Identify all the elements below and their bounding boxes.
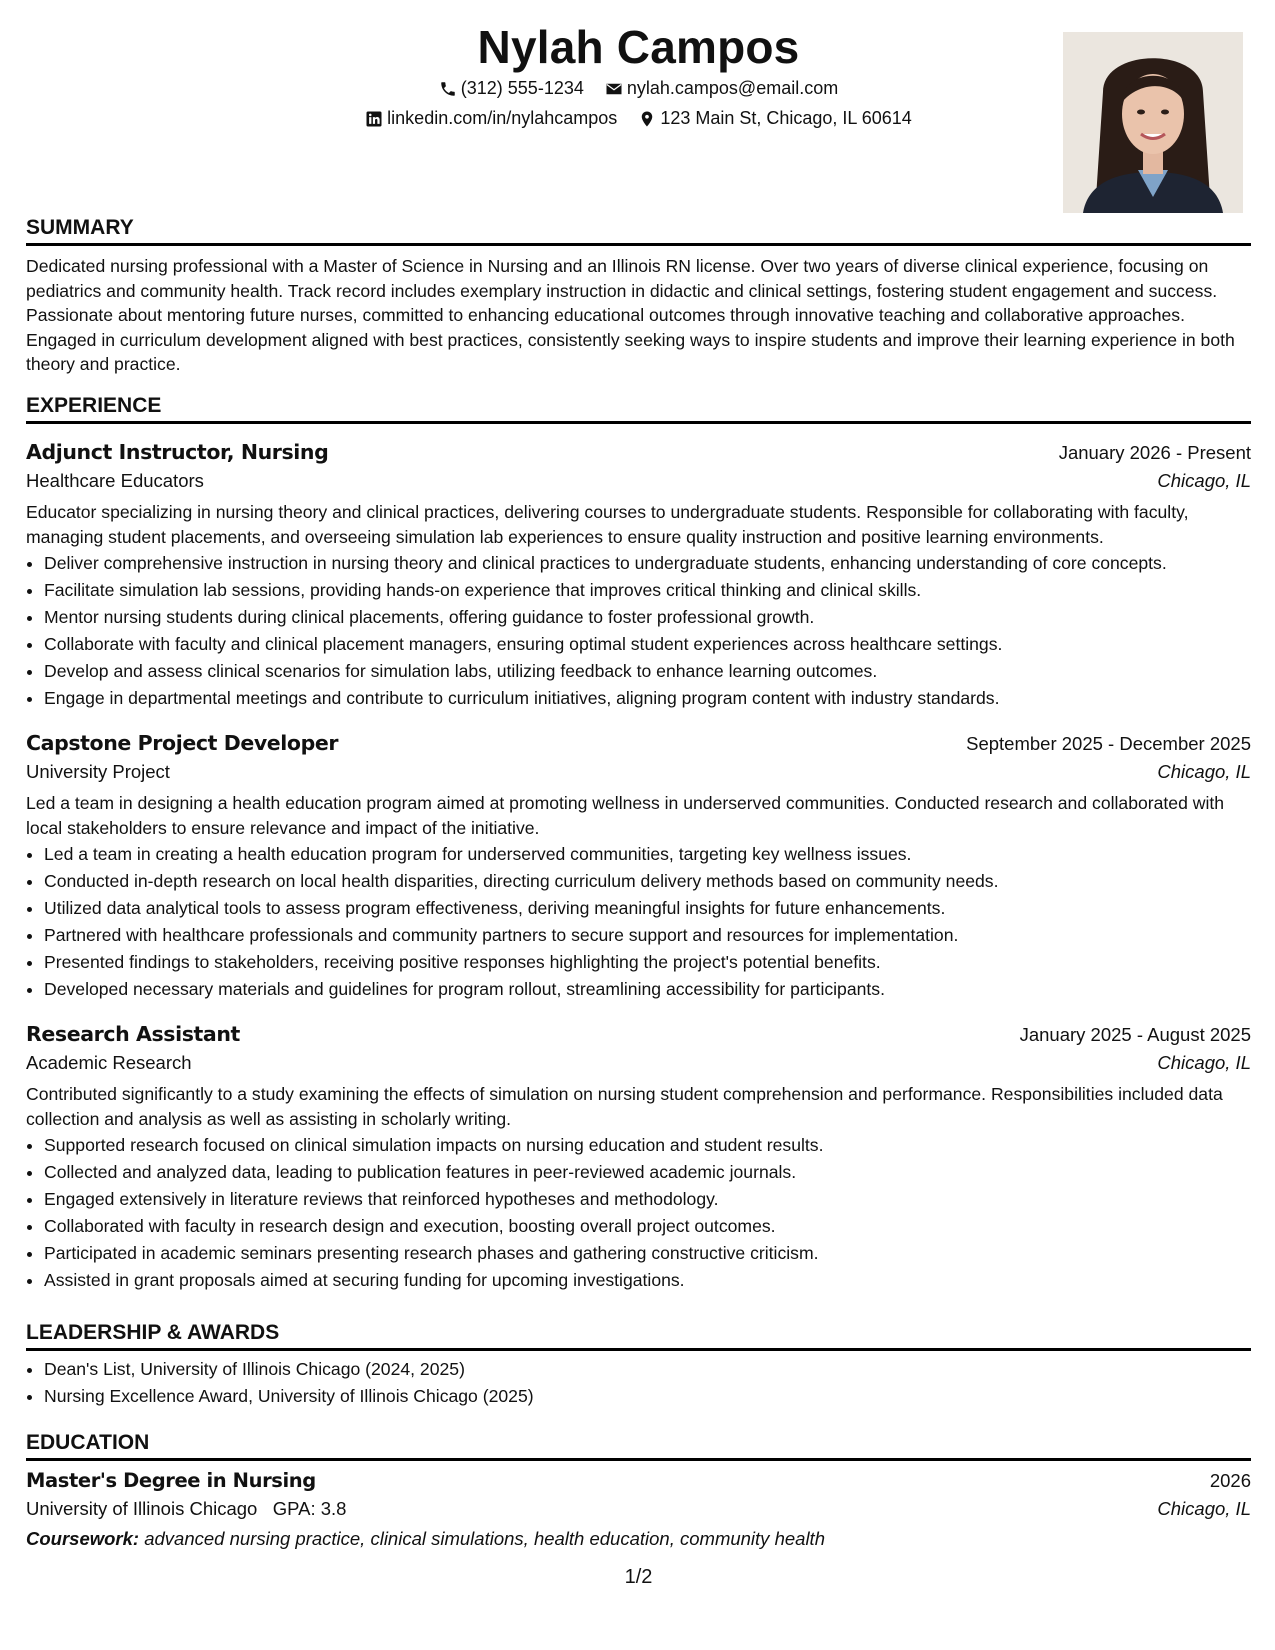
list-item: • Developed necessary materials and guidelines for program rollout, streamlining accessibility for participants. xyxy=(44,976,1251,1003)
email-contact[interactable] xyxy=(605,78,838,99)
list-item: • Collected and analyzed data, leading to publication features in peer-reviewed academic journals. xyxy=(44,1159,1251,1186)
list-item: • Led a team in creating a health education program for underserved communities, targeting key wellness issues. xyxy=(44,841,1251,868)
job-dates: January 2026 - Present xyxy=(1058,442,1251,463)
job-location: Chicago, IL xyxy=(1157,1052,1251,1073)
resume-page xyxy=(26,0,1251,1650)
page-number: 1/2 xyxy=(624,1566,653,1588)
job-dates: September 2025 - December 2025 xyxy=(966,733,1251,754)
experience-heading: EXPERIENCE xyxy=(26,394,1251,424)
job-organization: Healthcare Educators xyxy=(26,470,204,491)
job-description: Contributed significantly to a study examining the effects of simulation on nursing student comprehension and performance. Responsibilities included data collection and analysis as well as assisting in scholarly writing. xyxy=(26,1084,1223,1129)
list-item: • Collaborated with faculty in research design and execution, boosting overall project outcomes. xyxy=(44,1213,1251,1240)
street-address: 123 Main St, Chicago, IL 60614 xyxy=(660,108,912,128)
coursework-label: Coursework: xyxy=(26,1528,140,1549)
phone-contact xyxy=(439,78,584,99)
summary-section xyxy=(26,216,1251,377)
phone-icon xyxy=(439,80,457,98)
job-organization: University Project xyxy=(26,761,170,782)
awards-list xyxy=(26,1356,1251,1410)
list-item: • Engaged extensively in literature reviews that reinforced hypotheses and methodology. xyxy=(44,1186,1251,1213)
job-organization: Academic Research xyxy=(26,1052,192,1073)
list-item: • Assisted in grant proposals aimed at securing funding for upcoming investigations. xyxy=(44,1267,1251,1294)
list-item: • Facilitate simulation lab sessions, providing hands-on experience that improves critical thinking and clinical skills. xyxy=(44,577,1251,604)
job-dates: January 2025 - August 2025 xyxy=(1019,1024,1251,1045)
school-location: Chicago, IL xyxy=(1157,1498,1251,1519)
gpa: GPA: 3.8 xyxy=(272,1498,347,1519)
list-item: • Participated in academic seminars presenting research phases and gathering constructive criticism. xyxy=(44,1240,1251,1267)
leadership-heading: LEADERSHIP & AWARDS xyxy=(26,1321,1251,1351)
job-location: Chicago, IL xyxy=(1157,470,1251,491)
map-pin-icon xyxy=(638,110,656,128)
job-entry xyxy=(26,731,1251,1003)
school-name: University of Illinois Chicago xyxy=(26,1498,258,1519)
resume-header xyxy=(26,0,1251,215)
job-bullets xyxy=(26,550,1251,712)
profile-photo xyxy=(1063,32,1243,213)
job-title: Research Assistant xyxy=(26,1022,240,1046)
linkedin-url[interactable]: linkedin.com/in/nylahcampos xyxy=(387,108,618,128)
linkedin-contact[interactable] xyxy=(365,108,617,129)
leadership-section xyxy=(26,1321,1251,1410)
list-item: • Deliver comprehensive instruction in nursing theory and clinical practices to undergraduate students, enhancing understanding of core concepts. xyxy=(44,550,1251,577)
job-title: Capstone Project Developer xyxy=(26,731,339,755)
email-address[interactable]: nylah.campos@email.com xyxy=(626,78,839,98)
list-item: • Partnered with healthcare professionals and community partners to secure support and resources for implementation. xyxy=(44,922,1251,949)
linkedin-icon xyxy=(365,110,383,128)
graduation-year: 2026 xyxy=(1209,1470,1251,1491)
list-item: • Dean's List, University of Illinois Chicago (2024, 2025) xyxy=(44,1356,1251,1383)
job-bullets xyxy=(26,841,1251,1003)
candidate-name: Nylah Campos xyxy=(477,21,800,73)
list-item: • Mentor nursing students during clinical placements, offering guidance to foster professional growth. xyxy=(44,604,1251,631)
summary-text: Dedicated nursing professional with a Master of Science in Nursing and an Illinois RN license. Over two years of diverse clinical experience, focusing on pediatrics and community health. Track record includes exemplary instruction in didactic and clinical settings, fostering student engagement and success. Passionate about mentoring future nurses, committed to enhancing educational outcomes through innovative teaching and collaborative approaches. Engaged in curriculum development aligned with best practices, consistently seeking ways to inspire students and improve their learning experience in both theory and practice. xyxy=(26,256,1235,375)
list-item: • Conducted in-depth research on local health disparities, directing curriculum delivery methods based on community needs. xyxy=(44,868,1251,895)
coursework xyxy=(26,1528,1251,1550)
job-entry xyxy=(26,440,1251,712)
education-section xyxy=(26,1431,1251,1550)
envelope-icon xyxy=(605,80,623,98)
list-item: • Collaborate with faculty and clinical placement managers, ensuring optimal student experiences across healthcare settings. xyxy=(44,631,1251,658)
job-description: Educator specializing in nursing theory and clinical practices, delivering courses to undergraduate students. Responsible for collaborating with faculty, managing student placements, and overseeing simulation lab experiences to ensure quality instruction and positive learning environments. xyxy=(26,502,1189,547)
coursework-list: advanced nursing practice, clinical simulations, health education, community health xyxy=(144,1528,825,1549)
list-item: • Engage in departmental meetings and contribute to curriculum initiatives, aligning program content with industry standards. xyxy=(44,685,1251,712)
list-item: • Presented findings to stakeholders, receiving positive responses highlighting the project's potential benefits. xyxy=(44,949,1251,976)
address-contact xyxy=(638,108,912,129)
list-item: • Utilized data analytical tools to assess program effectiveness, deriving meaningful insights for future enhancements. xyxy=(44,895,1251,922)
degree-title: Master's Degree in Nursing xyxy=(26,1469,316,1492)
job-entry xyxy=(26,1022,1251,1294)
experience-section xyxy=(26,394,1251,424)
job-description: Led a team in designing a health education program aimed at promoting wellness in underserved communities. Conducted research and collaborated with local stakeholders to ensure relevance and impact of the initiative. xyxy=(26,793,1225,838)
list-item: • Nursing Excellence Award, University of Illinois Chicago (2025) xyxy=(44,1383,1251,1410)
job-bullets xyxy=(26,1132,1251,1294)
list-item: • Develop and assess clinical scenarios for simulation labs, utilizing feedback to enhance learning outcomes. xyxy=(44,658,1251,685)
phone-number: (312) 555-1234 xyxy=(460,78,584,98)
job-title: Adjunct Instructor, Nursing xyxy=(26,440,329,464)
education-heading: EDUCATION xyxy=(26,1431,1251,1461)
list-item: • Supported research focused on clinical simulation impacts on nursing education and student results. xyxy=(44,1132,1251,1159)
job-location: Chicago, IL xyxy=(1157,761,1251,782)
summary-heading: SUMMARY xyxy=(26,216,1251,246)
